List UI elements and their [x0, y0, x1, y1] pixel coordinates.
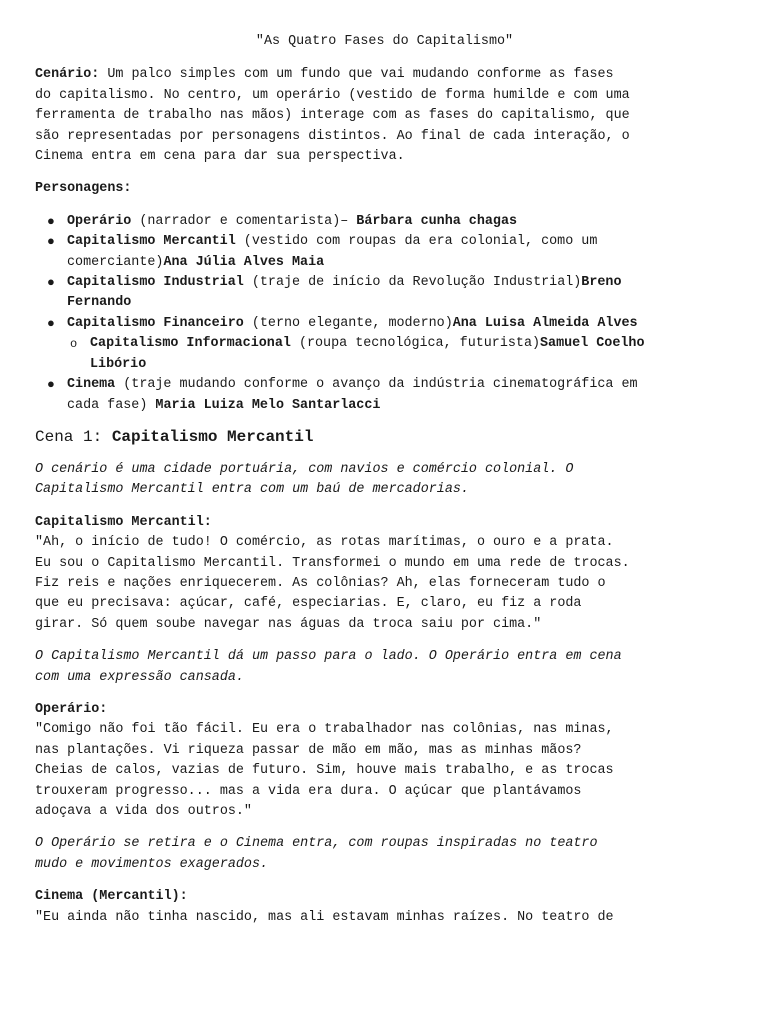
bullet-icon: ●: [47, 234, 55, 250]
role: Capitalismo Mercantil: [67, 234, 236, 250]
scene-heading: [35, 426, 734, 448]
list-item: [35, 212, 734, 232]
actor: Ana Júlia Alves Maia: [163, 254, 325, 270]
list-item: [35, 375, 734, 416]
role-desc: (traje de início da Revolução Industrial): [243, 275, 582, 291]
stage-direction: O Capitalismo Mercantil dá um passo para o lado. O Operário entra em cena com uma expressão cansada.: [35, 649, 622, 685]
bullet-icon: ●: [47, 213, 55, 229]
list-item: [35, 334, 734, 375]
document-title: "As Quatro Fases do Capitalismo": [255, 34, 514, 49]
role-desc: (terno elegante, moderno): [243, 315, 453, 331]
bullet-icon: ●: [47, 315, 55, 331]
role: Capitalismo Industrial: [67, 275, 244, 291]
personagens-list: [35, 212, 734, 416]
speaker-label: Cinema (Mercantil):: [35, 889, 188, 905]
dialogue-line: "Eu ainda não tinha nascido, mas ali estavam minhas raízes. No teatro de: [35, 909, 614, 925]
actor: Breno Fernando: [67, 275, 622, 311]
cenario-text: Um palco simples com um fundo que vai mudando conforme as fases do capitalismo. No centro, um operário (vestido de forma humilde e com uma ferramenta de trabalho nas mãos) interage com as fases do capitalismo, que são representadas por personagens distintos. Ao final de cada interação, o Cinema entra em cena para dar sua perspectiva.: [35, 67, 630, 165]
actor: Samuel Coelho Libório: [90, 336, 645, 372]
actor: Bárbara cunha chagas: [356, 213, 518, 229]
personagens-label-text: Personagens:: [35, 181, 132, 197]
role: Operário: [67, 213, 132, 229]
role-desc: (vestido com roupas da era colonial, como um comerciante): [67, 234, 598, 270]
cenario-paragraph: [35, 65, 734, 167]
role-desc: (traje mudando conforme o avanço da indústria cinematográfica em cada fase): [67, 377, 638, 413]
speaker-label: Operário:: [35, 701, 108, 717]
dialogue-line: "Comigo não foi tão fácil. Eu era o trabalhador nas colônias, nas minas, nas plantações. Vi riqueza passar de mão em mão, mas as minhas mãos? Cheias de calos, vazias de futuro. Sim, houve mais trabalho, e as trocas trouxeram progresso... mas a vida era dura. O açúcar que plantávamos adoçava a vida dos outros.": [35, 722, 614, 819]
role-desc: (roupa tecnológica, futurista): [290, 336, 541, 352]
actor: Maria Luiza Melo Santarlacci: [155, 397, 381, 413]
role: Capitalismo Informacional: [90, 336, 291, 352]
bullet-icon: ●: [47, 377, 55, 393]
dialogue-line: "Ah, o início de tudo! O comércio, as rotas marítimas, o ouro e a prata. Eu sou o Capitalismo Mercantil. Transformei o mundo em uma rede de trocas. Fiz reis e nações enriquecerem. As colônias? Ah, elas forneceram tudo o que eu precisava: açúcar, café, especiarias. E, claro, eu fiz a roda girar. Só quem soube navegar nas águas da troca saiu por cima.": [35, 535, 630, 632]
scene-prefix: Cena 1:: [35, 427, 112, 446]
sub-bullet-icon: o: [70, 337, 78, 352]
cenario-label: Cenário:: [35, 67, 100, 83]
list-item: [35, 314, 734, 334]
stage-direction: O cenário é uma cidade portuária, com navios e comércio colonial. O Capitalismo Mercantil entra com um baú de mercadorias.: [35, 461, 574, 498]
actor: Ana Luisa Almeida Alves: [452, 315, 638, 331]
role-desc: (narrador e comentarista)–: [131, 213, 357, 229]
role: Cinema: [67, 377, 116, 393]
stage-direction: O Operário se retira e o Cinema entra, com roupas inspiradas no teatro mudo e movimentos exagerados.: [35, 836, 598, 872]
bullet-icon: ●: [47, 275, 55, 291]
speaker-label: Capitalismo Mercantil:: [35, 514, 212, 530]
scene-name: Capitalismo Mercantil: [111, 427, 314, 446]
role: Capitalismo Financeiro: [67, 315, 244, 331]
list-item: [35, 232, 734, 273]
list-item: [35, 273, 734, 314]
personagens-label: [35, 179, 734, 199]
